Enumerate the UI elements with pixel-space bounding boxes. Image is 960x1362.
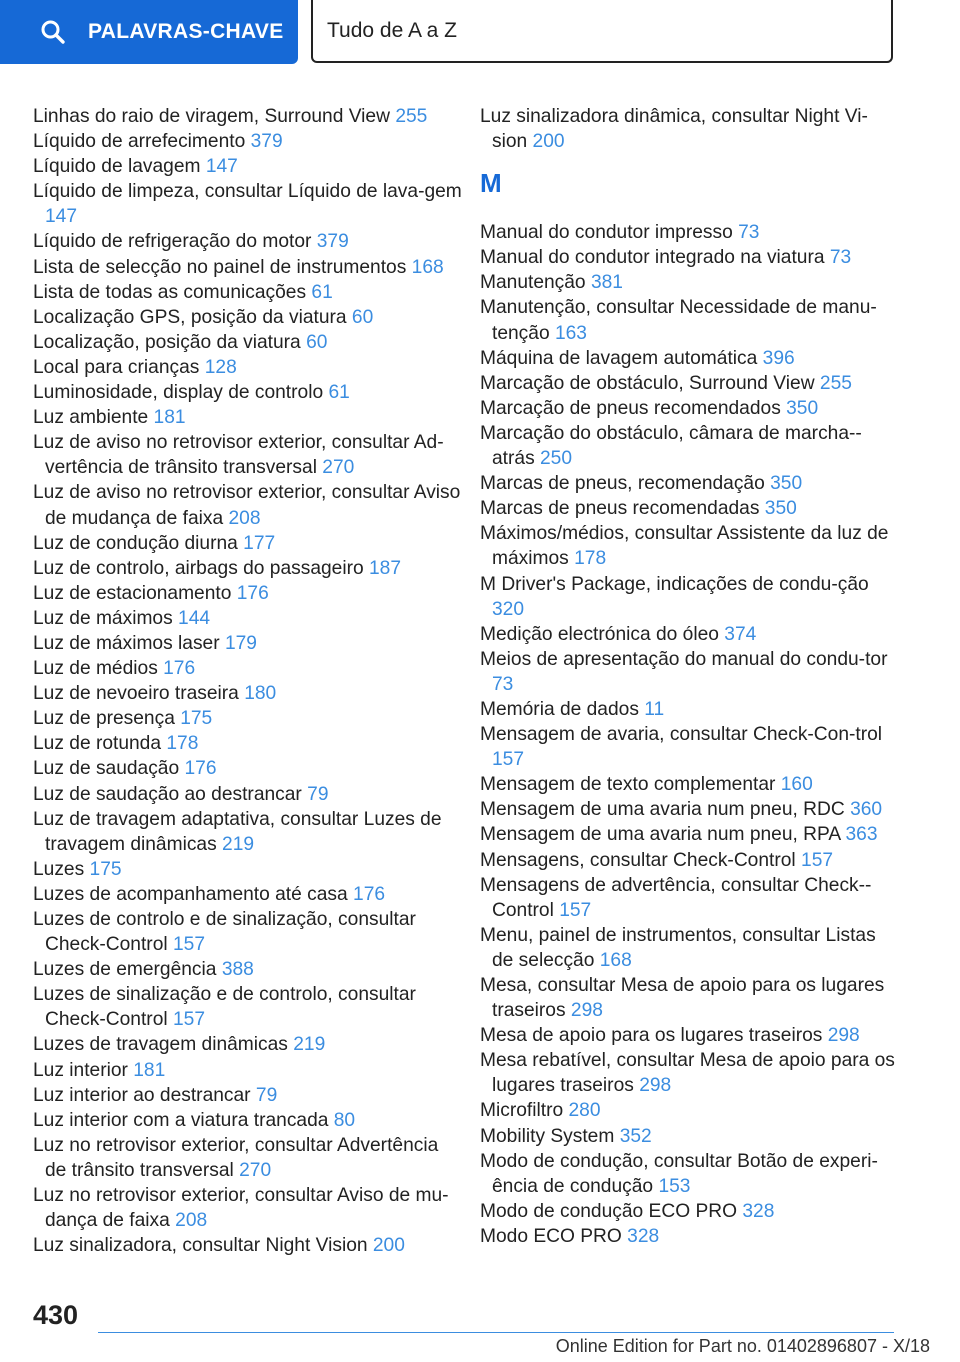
- index-entry-text: Luz de estacionamento: [33, 582, 232, 604]
- index-page-link[interactable]: 320: [492, 598, 525, 620]
- index-entry-text: Microfiltro: [480, 1100, 564, 1122]
- index-entry: [33, 405, 463, 430]
- index-entry-text: Luz interior com a viatura trancada: [33, 1109, 329, 1131]
- index-page-link[interactable]: 176: [184, 758, 217, 780]
- index-page-link[interactable]: 176: [163, 658, 196, 680]
- index-entry: [480, 471, 900, 496]
- index-entry-text: Luz de aviso no retrovisor exterior, consultar Ad-vertência de trânsito transversal: [33, 432, 444, 479]
- index-entry-text: Líquido de lavagem: [33, 156, 201, 178]
- index-page-link[interactable]: 255: [395, 106, 428, 127]
- index-entry-text: Líquido de limpeza, consultar Líquido de lava-gem: [33, 181, 462, 203]
- index-entry: [480, 346, 900, 371]
- index-entry-text: Luz no retrovisor exterior, consultar Aviso de mu-dança de faixa: [33, 1185, 449, 1232]
- index-entry-text: Memória de dados: [480, 698, 639, 720]
- index-page-link[interactable]: 350: [764, 498, 797, 520]
- index-entry-text: Mesa, consultar Mesa de apoio para os lugares traseiros: [480, 975, 885, 1022]
- index-page-link[interactable]: 208: [175, 1210, 208, 1232]
- index-entry-text: Mensagem de avaria, consultar Check-Con-trol: [480, 724, 883, 746]
- index-entry: [33, 531, 463, 556]
- index-page-link[interactable]: 328: [627, 1225, 660, 1247]
- index-entry-text: Mesa rebatível, consultar Mesa de apoio para os lugares traseiros: [480, 1050, 895, 1097]
- index-entry: [480, 647, 900, 697]
- index-page-link[interactable]: 350: [770, 473, 803, 495]
- index-entry-text: M Driver's Package, indicações de condu-ção: [480, 573, 869, 595]
- index-page-link[interactable]: 208: [228, 507, 261, 529]
- index-page-link[interactable]: 396: [762, 347, 795, 369]
- index-entry-text: Meios de apresentação do manual do condu-tor: [480, 648, 888, 670]
- index-page-link[interactable]: 255: [819, 372, 852, 394]
- index-entry-text: Linhas do raio de viragem, Surround View: [33, 106, 390, 127]
- index-entry: [33, 606, 463, 631]
- index-entry: [33, 631, 463, 656]
- index-entry: [480, 923, 900, 973]
- index-page-link[interactable]: 379: [316, 231, 349, 253]
- index-entry: [33, 731, 463, 756]
- search-icon: [40, 19, 66, 45]
- index-column-left: [33, 104, 463, 1258]
- index-page-link[interactable]: 360: [850, 799, 883, 821]
- index-entry: [480, 1224, 900, 1249]
- index-entry-text: Mensagem de uma avaria num pneu, RPA: [480, 824, 841, 846]
- index-entry: [33, 330, 463, 355]
- index-entry-text: Mesa de apoio para os lugares traseiros: [480, 1025, 823, 1047]
- index-entry-text: Luz no retrovisor exterior, consultar Advertência de trânsito transversal: [33, 1134, 439, 1181]
- index-entry: [33, 706, 463, 731]
- index-entry-text: Manual do condutor impresso: [480, 222, 733, 244]
- index-page-link[interactable]: 298: [827, 1025, 860, 1047]
- index-entry-text: Marcação do obstáculo, câmara de marcha--atrás: [480, 422, 862, 470]
- index-entry: [33, 430, 463, 480]
- index-page-link[interactable]: 178: [574, 548, 607, 570]
- index-entry: [480, 873, 900, 923]
- index-entry: [33, 882, 463, 907]
- index-entry: [480, 1098, 900, 1123]
- index-entry: [33, 129, 463, 154]
- index-entry: [33, 480, 463, 530]
- footer-divider: [98, 1332, 894, 1333]
- index-entry: [33, 355, 463, 380]
- index-entry-text: Luz interior ao destrancar: [33, 1084, 251, 1106]
- index-page-link[interactable]: 73: [738, 222, 760, 244]
- page-number: 430: [33, 1300, 79, 1330]
- index-entry-text: Luz de controlo, airbags do passageiro: [33, 557, 364, 579]
- index-entry: [33, 154, 463, 179]
- index-page-link[interactable]: 381: [590, 272, 623, 294]
- index-entry: [33, 907, 463, 957]
- index-entry: [33, 1032, 463, 1057]
- index-entry: [480, 371, 900, 396]
- index-column-right: [480, 104, 900, 1249]
- index-page-link[interactable]: 219: [222, 833, 255, 855]
- index-entry-text: Menu, painel de instrumentos, consultar Listas de selecção: [480, 924, 876, 971]
- index-page-link[interactable]: 200: [532, 131, 565, 153]
- index-page-link[interactable]: 328: [742, 1200, 775, 1222]
- index-entry: [480, 1124, 900, 1149]
- index-page-link[interactable]: 80: [333, 1109, 356, 1131]
- index-entry: [480, 973, 900, 1023]
- index-page-link[interactable]: 177: [243, 532, 276, 554]
- index-page-link[interactable]: 180: [244, 683, 277, 705]
- index-page-link[interactable]: 128: [204, 356, 237, 378]
- index-entry: [33, 104, 463, 129]
- index-page-link[interactable]: 61: [328, 382, 350, 404]
- index-page-link[interactable]: 181: [153, 407, 186, 429]
- index-entry: [33, 681, 463, 706]
- index-entry-text: Marcas de pneus recomendadas: [480, 498, 760, 520]
- index-page-link[interactable]: 168: [599, 949, 632, 971]
- index-page-link[interactable]: 178: [166, 733, 199, 755]
- index-entry: [480, 822, 900, 847]
- index-entry: [480, 270, 900, 295]
- index-entry: [33, 1108, 463, 1133]
- index-entry: [33, 179, 463, 229]
- index-page-link[interactable]: 153: [658, 1175, 691, 1197]
- index-entry: [33, 857, 463, 882]
- index-entry-text: Luzes de controlo e de sinalização, consultar Check-Control: [33, 909, 416, 956]
- index-page-link[interactable]: 160: [780, 774, 813, 796]
- index-page-link[interactable]: 280: [568, 1100, 601, 1122]
- index-entry-text: Luz de rotunda: [33, 733, 162, 755]
- index-entry-text: Mensagem de uma avaria num pneu, RDC: [480, 799, 845, 821]
- index-page-link[interactable]: 157: [172, 1009, 205, 1031]
- index-page-link[interactable]: 175: [89, 858, 122, 880]
- index-entry-text: Luzes: [33, 858, 85, 880]
- index-entry-text: Líquido de arrefecimento: [33, 131, 246, 153]
- index-page-link[interactable]: 147: [205, 156, 238, 178]
- index-entry-text: Luz interior: [33, 1059, 128, 1081]
- index-page-link[interactable]: 270: [322, 457, 355, 479]
- index-entry-text: Manual do condutor integrado na viatura: [480, 247, 825, 269]
- index-entry-text: Luz de máximos laser: [33, 632, 220, 654]
- index-entry-text: Luzes de travagem dinâmicas: [33, 1034, 288, 1056]
- index-entry: [480, 1048, 900, 1098]
- index-entry-text: Mobility System: [480, 1125, 615, 1147]
- index-page-link[interactable]: 187: [369, 557, 402, 579]
- index-page-link[interactable]: 219: [293, 1034, 326, 1056]
- index-entry-text: Luz de aviso no retrovisor exterior, consultar Aviso de mudança de faixa: [33, 482, 461, 529]
- index-page-link[interactable]: 157: [801, 849, 834, 871]
- index-entry-text: Lista de todas as comunicações: [33, 281, 307, 303]
- index-page-link[interactable]: 363: [845, 824, 878, 846]
- index-entry-text: Modo de condução, consultar Botão de experi-ência de condução: [480, 1150, 878, 1197]
- index-entry-text: Medição electrónica do óleo: [480, 623, 719, 645]
- index-entry: [33, 305, 463, 330]
- index-entry-text: Líquido de refrigeração do motor: [33, 231, 312, 253]
- index-page-link[interactable]: 175: [180, 708, 213, 730]
- top-navigation: [0, 0, 960, 66]
- a-to-z-label: Tudo de A a Z: [327, 18, 457, 42]
- index-page-link[interactable]: 157: [492, 749, 525, 771]
- index-entry: [33, 782, 463, 807]
- index-entry-text: Luz sinalizadora dinâmica, consultar Night Vi-sion: [480, 106, 868, 153]
- index-entry-text: Luz de travagem adaptativa, consultar Luzes de travagem dinâmicas: [33, 808, 442, 855]
- index-page-link[interactable]: 176: [236, 582, 269, 604]
- index-entry: [33, 982, 463, 1032]
- index-entry: [33, 1233, 463, 1258]
- index-page-link[interactable]: 352: [619, 1125, 652, 1147]
- index-entry-text: Local para crianças: [33, 356, 200, 378]
- keywords-button[interactable]: [0, 0, 298, 64]
- index-entry-text: Luz de condução diurna: [33, 532, 238, 554]
- index-entry: [33, 581, 463, 606]
- index-entry: [480, 220, 900, 245]
- index-entry: [480, 245, 900, 270]
- index-entry-text: Luzes de sinalização e de controlo, consultar Check-Control: [33, 984, 416, 1031]
- index-entry-text: Luminosidade, display de controlo: [33, 382, 324, 404]
- index-entry-text: Mensagem de texto complementar: [480, 774, 776, 796]
- index-entry-text: Marcação de pneus recomendados: [480, 397, 781, 419]
- index-page-link[interactable]: 374: [724, 623, 757, 645]
- index-entry-text: Luz sinalizadora, consultar Night Vision: [33, 1235, 368, 1257]
- a-to-z-button[interactable]: [311, 0, 893, 63]
- index-entry-text: Marcação de obstáculo, Surround View: [480, 372, 815, 394]
- index-page-link[interactable]: 176: [353, 883, 386, 905]
- index-entry: [33, 280, 463, 305]
- index-entry-text: Manutenção: [480, 272, 586, 294]
- index-entry: [480, 421, 900, 471]
- index-page-link[interactable]: 181: [133, 1059, 166, 1081]
- index-page-link[interactable]: 79: [255, 1084, 278, 1106]
- index-entry-text: Luz de presença: [33, 708, 175, 730]
- index-page-link[interactable]: 168: [411, 256, 444, 278]
- index-page-link[interactable]: 60: [306, 331, 328, 353]
- index-page-link[interactable]: 79: [307, 783, 329, 805]
- index-entry: [480, 772, 900, 797]
- index-page-link[interactable]: 73: [492, 673, 514, 695]
- index-entry: [33, 1183, 463, 1233]
- index-entry: [480, 722, 900, 772]
- index-entry: [480, 104, 900, 154]
- index-entry: [480, 797, 900, 822]
- index-page-link[interactable]: 61: [311, 281, 333, 303]
- index-page-link[interactable]: 147: [45, 206, 78, 228]
- index-page-link[interactable]: 388: [221, 959, 254, 981]
- index-entry-text: Modo ECO PRO: [480, 1225, 622, 1247]
- footer-edition-text: Online Edition for Part no. 01402896807 - X/18: [555, 1336, 930, 1356]
- index-entry: [33, 1083, 463, 1108]
- index-entry: [33, 957, 463, 982]
- index-entry: [33, 807, 463, 857]
- index-page-link[interactable]: 179: [224, 632, 257, 654]
- index-entry: [480, 1199, 900, 1224]
- index-entry-text: Luz de nevoeiro traseira: [33, 683, 239, 705]
- index-entry: [480, 697, 900, 722]
- index-entry: [480, 1023, 900, 1048]
- index-entry-text: Marcas de pneus, recomendação: [480, 473, 765, 495]
- index-entry: [33, 255, 463, 280]
- section-letter: M: [480, 168, 502, 199]
- index-entry: [33, 1058, 463, 1083]
- index-entry: [480, 1149, 900, 1199]
- index-entry-text: Luzes de emergência: [33, 959, 217, 981]
- index-entry: [480, 295, 900, 345]
- index-entry-text: Mensagens de advertência, consultar Check--Control: [480, 874, 872, 921]
- index-page-link[interactable]: 73: [829, 247, 852, 269]
- index-entry-text: Luz de saudação ao destrancar: [33, 783, 302, 805]
- index-page-link[interactable]: 350: [786, 397, 819, 419]
- index-page-link[interactable]: 270: [239, 1159, 272, 1181]
- index-entry-text: Luz ambiente: [33, 407, 149, 429]
- index-page-link[interactable]: 157: [172, 934, 205, 956]
- index-page-link[interactable]: 379: [250, 131, 283, 153]
- index-page-link[interactable]: 298: [639, 1075, 672, 1097]
- index-entry-text: Mensagens, consultar Check-Control: [480, 849, 796, 871]
- index-page-link[interactable]: 200: [372, 1235, 405, 1257]
- index-page-link[interactable]: 144: [178, 607, 211, 629]
- index-entry: [480, 622, 900, 647]
- index-page-link[interactable]: 60: [351, 306, 374, 328]
- index-entry-text: Localização GPS, posição da viatura: [33, 306, 347, 328]
- keywords-label: PALAVRAS-CHAVE: [88, 20, 284, 43]
- index-entry-text: Luzes de acompanhamento até casa: [33, 883, 348, 905]
- index-page-link[interactable]: 163: [554, 322, 587, 344]
- index-page-link[interactable]: 250: [540, 448, 573, 470]
- index-page-link[interactable]: 11: [644, 698, 665, 720]
- index-entry-text: Localização, posição da viatura: [33, 331, 301, 353]
- index-entry: [33, 656, 463, 681]
- index-entry: [480, 572, 900, 622]
- index-entry-text: Máquina de lavagem automática: [480, 347, 758, 369]
- index-entry: [480, 848, 900, 873]
- index-entry: [480, 396, 900, 421]
- index-entry-text: Manutenção, consultar Necessidade de manu-tenção: [480, 297, 877, 344]
- index-entry-text: Luz de saudação: [33, 758, 180, 780]
- index-entry-text: Lista de selecção no painel de instrumentos: [33, 256, 407, 278]
- index-entry: [480, 496, 900, 521]
- index-entry: [33, 756, 463, 781]
- index-entry: [33, 380, 463, 405]
- index-entry: [33, 229, 463, 254]
- index-entry-text: Luz de máximos: [33, 607, 173, 629]
- index-entry-text: Modo de condução ECO PRO: [480, 1200, 738, 1222]
- index-entry: [480, 521, 900, 571]
- index-page-link[interactable]: 157: [559, 899, 592, 921]
- index-entry-text: Máximos/médios, consultar Assistente da luz de máximos: [480, 523, 889, 570]
- index-entry: [33, 556, 463, 581]
- index-page-link[interactable]: 298: [570, 1000, 603, 1022]
- index-entry: [33, 1133, 463, 1183]
- index-entry-text: Luz de médios: [33, 658, 158, 680]
